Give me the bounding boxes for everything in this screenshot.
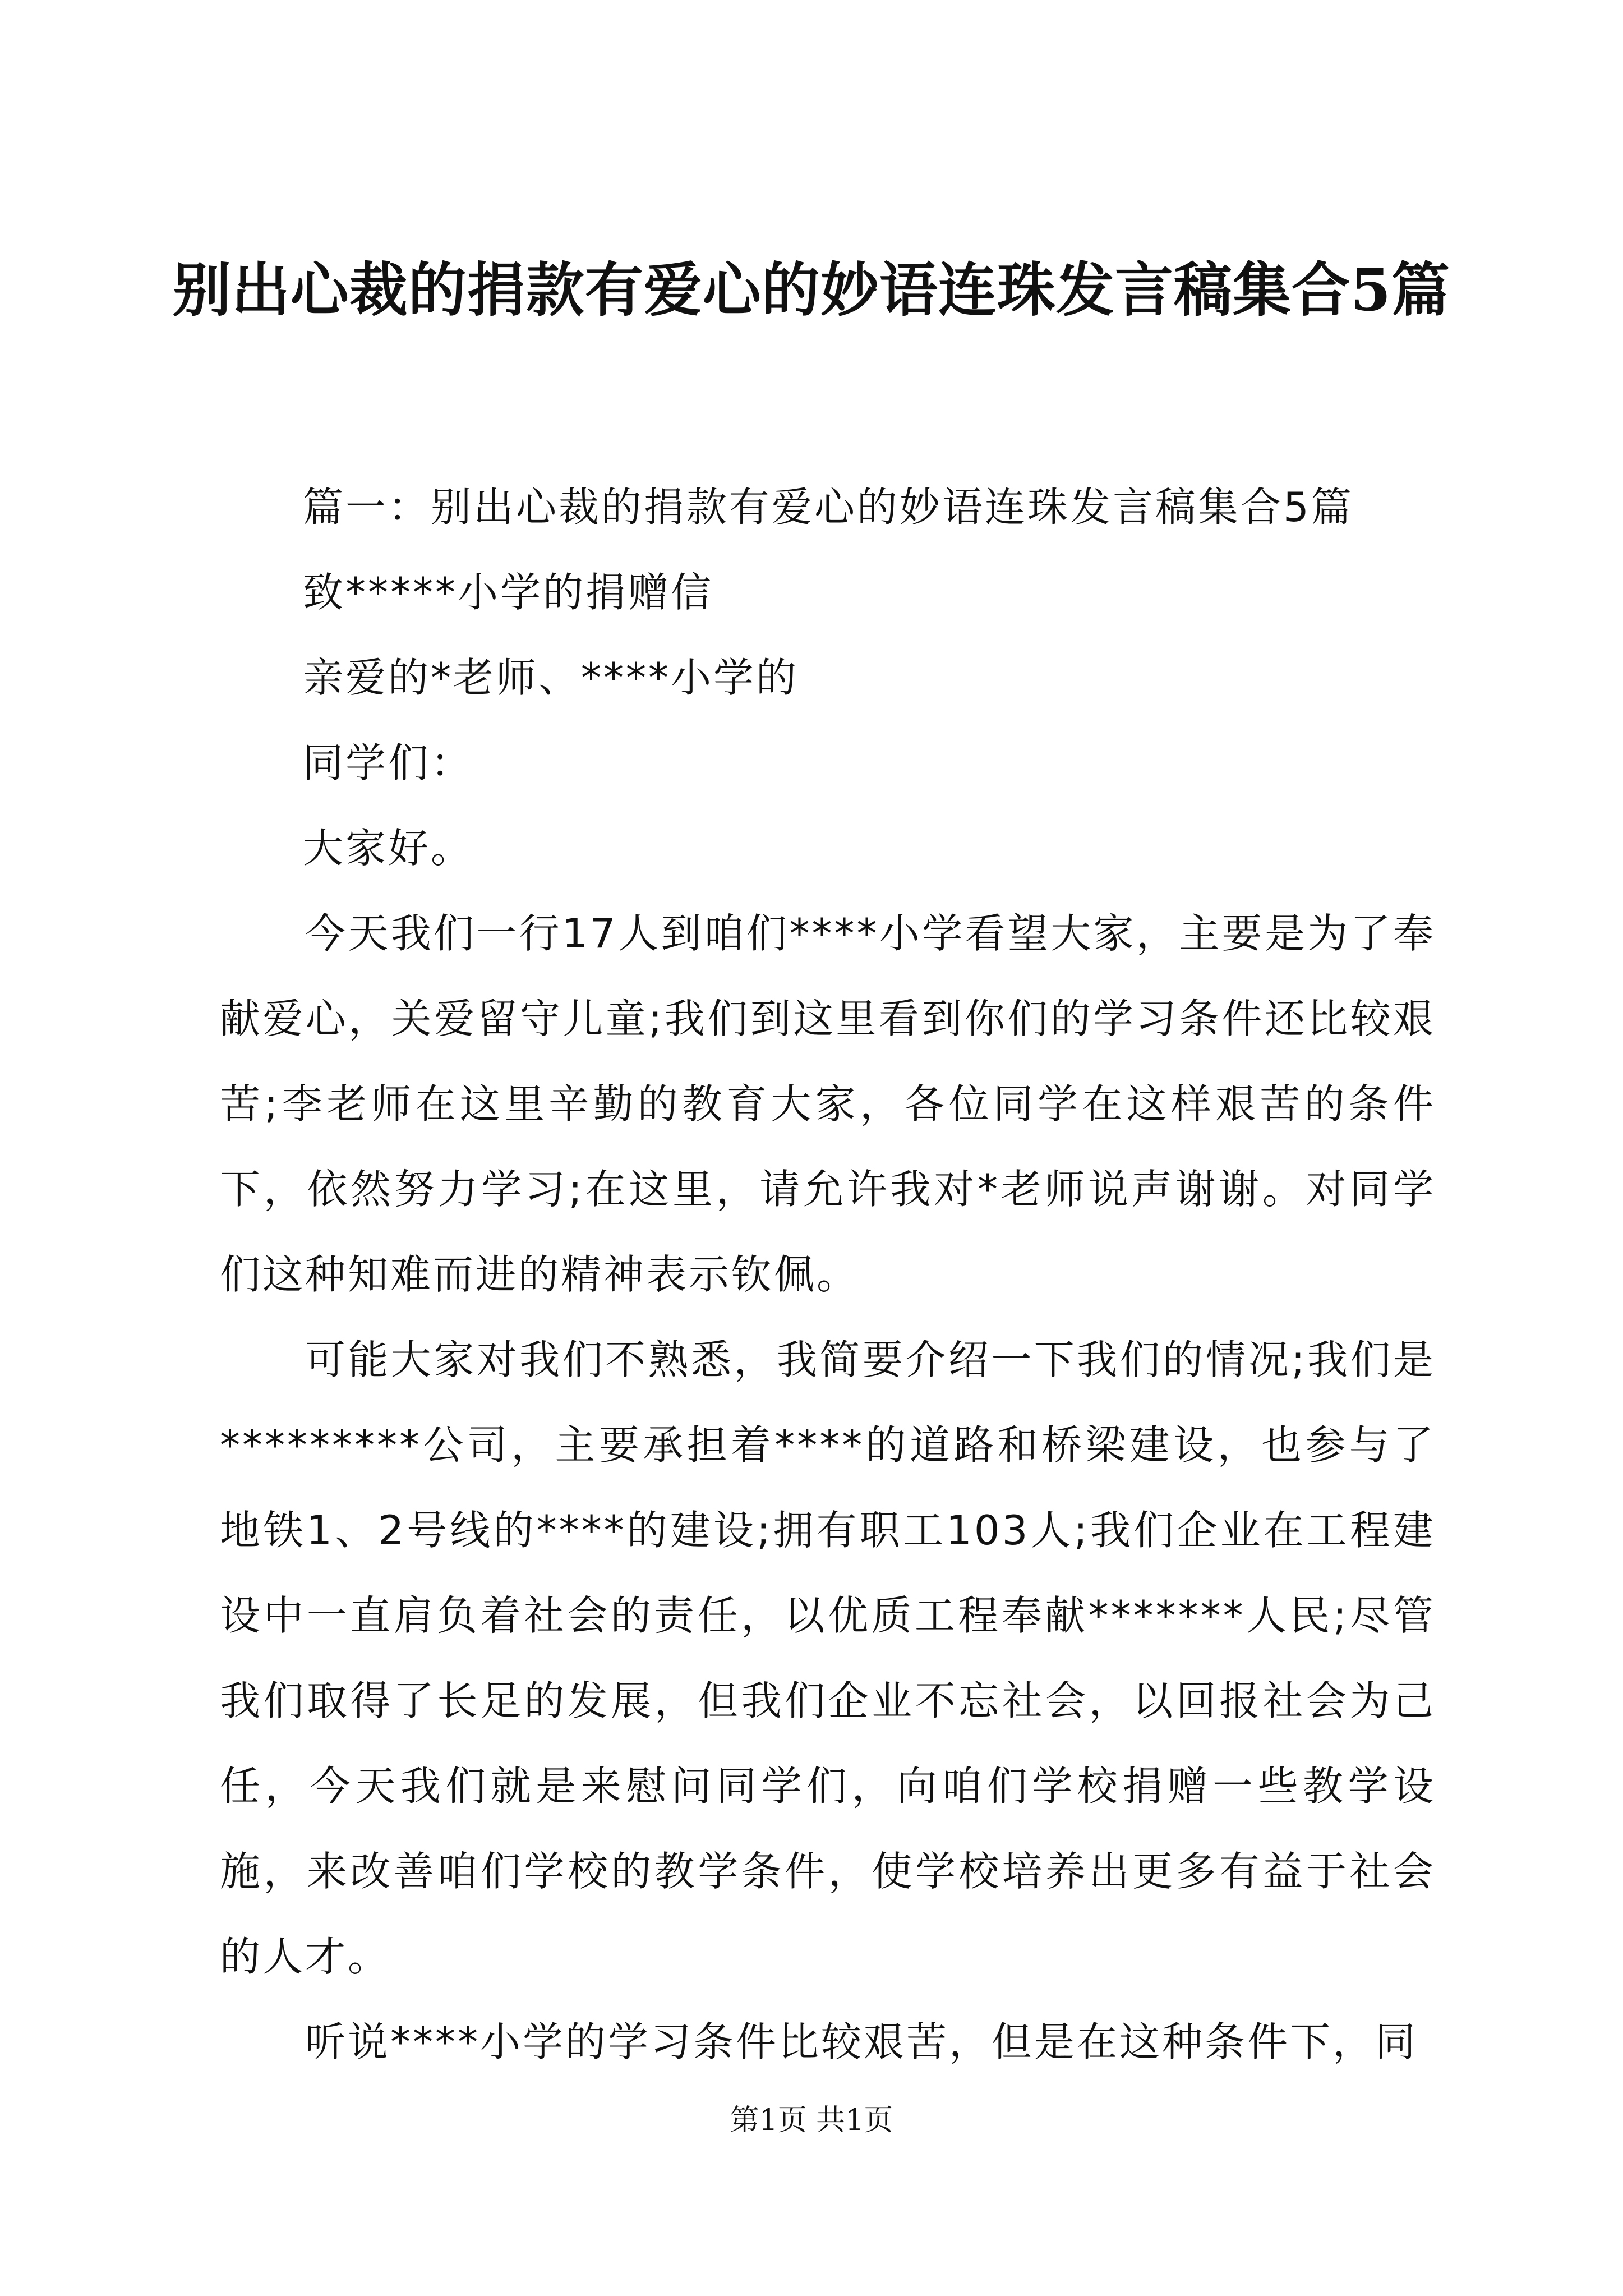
paragraph-2: 可能大家对我们不熟悉，我简要介绍一下我们的情况;我们是*********公司，主要承担着****的道路和桥梁建设，也参与了地铁1、2号线的****的建设;拥有职工103人;我们企业在工程建设中一直肩负着社会的责任，以优质工程奉献*******人民;尽管我们取得了长足的发展，但我们企业不忘社会，以回报社会为己任，今天我们就是来慰问同学们，向咱们学校捐赠一些教学设施，来改善咱们学校的教学条件，使学校培养出更多有益于社会的人才。 — [220, 1336, 1436, 1980]
greeting-line: 大家好。 — [303, 825, 474, 872]
paragraph-3: 听说****小学的学习条件比较艰苦，但是在这种条件下，同 — [305, 2018, 1418, 2065]
letter-title: 致*****小学的捐赠信 — [303, 569, 714, 616]
salutation-line-2: 同学们： — [303, 739, 474, 786]
document-title: 别出心裁的捐款有爱心的妙语连珠发言稿集合5篇 — [172, 255, 1451, 324]
paragraph-1: 今天我们一行17人到咱们****小学看望大家，主要是为了奉献爱心，关爱留守儿童;我们到这里看到你们的学习条件还比较艰苦;李老师在这里辛勤的教育大家，各位同学在这样艰苦的条件下，依然努力学习;在这里，请允许我对*老师说声谢谢。对同学们这种知难而进的精神表示钦佩。 — [220, 910, 1436, 1298]
document-body — [220, 464, 1436, 2085]
page-number-footer: 第1页 共1页 — [730, 2104, 893, 2137]
section-heading: 篇一：别出心裁的捐款有爱心的妙语连珠发言稿集合5篇 — [303, 484, 1354, 531]
salutation-line-1: 亲爱的*老师、****小学的 — [303, 654, 799, 701]
